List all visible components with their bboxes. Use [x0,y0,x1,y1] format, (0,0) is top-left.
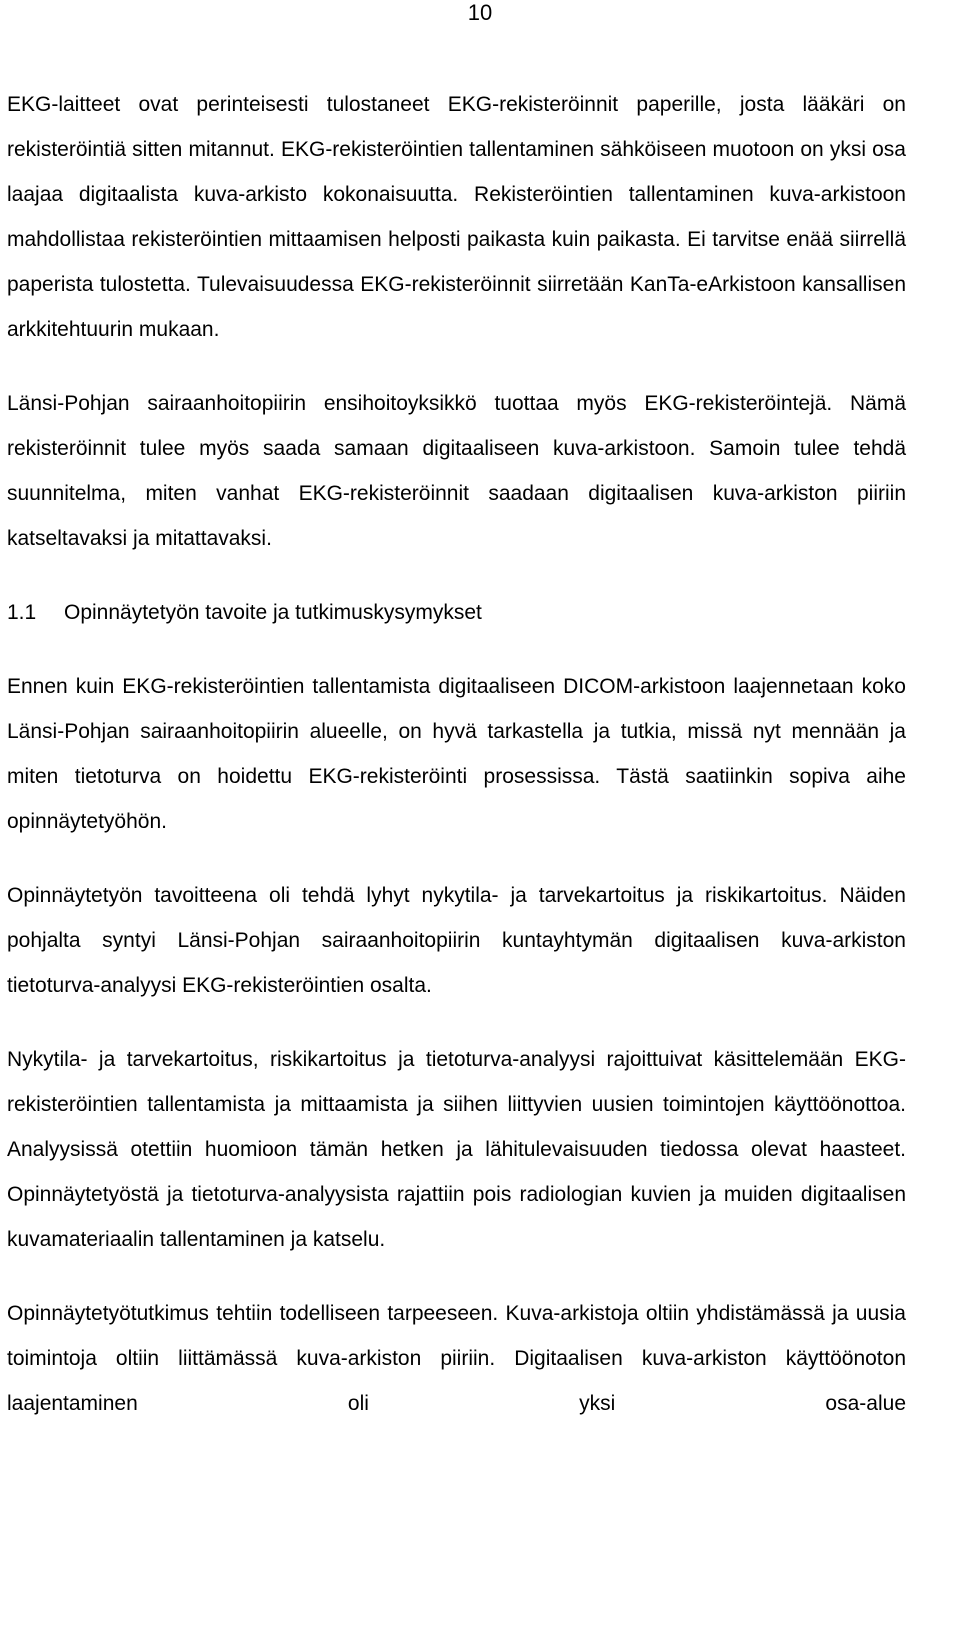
paragraph-gap [7,1262,906,1291]
paragraph-ekg-intro: EKG-laitteet ovat perinteisesti tulostaneet EKG-rekisteröinnit paperille, josta lääkäri on rekisteröintiä sitten mitannut. EKG-rekisteröintien tallentaminen sähköiseen muotoon on yksi osa laajaa digitaalista kuva-arkisto kokonaisuutta. Rekisteröintien tallentaminen kuva-arkistoon mahdollistaa rekisteröintien mittaamisen helposti paikasta kuin paikasta. Ei tarvitse enää siirrellä paperista tulostetta. Tulevaisuudessa EKG-rekisteröinnit siirretään KanTa-eArkistoon kansallisen arkkitehtuurin mukaan. [7,93,906,341]
page-number: 10 [467,0,493,25]
page-content [7,82,906,1426]
paragraph-gap [7,352,906,381]
section-number: 1.1 [7,601,37,624]
paragraph-gap [7,844,906,873]
section-heading [7,590,906,635]
paragraph-ennen-kuin: Ennen kuin EKG-rekisteröintien tallentamista digitaaliseen DICOM-arkistoon laajennetaan koko Länsi-Pohjan sairaanhoitopiirin alueelle, on hyvä tarkastella ja tutkia, missä nyt mennään ja miten tietoturva on hoidettu EKG-rekisteröinti prosessissa. Tästä saatiinkin sopiva aihe opinnäytetyöhön. [7,675,906,833]
paragraph-gap [7,1008,906,1037]
paragraph-tutkimus: Opinnäytetyötutkimus tehtiin todelliseen tarpeeseen. Kuva-arkistoja oltiin yhdistämässä ja uusia toimintoja oltiin liittämässä kuva-arkiston piiriin. Digitaalisen kuva-arkiston käyttöönoton laajentaminen oli yksi osa-alue [7,1302,906,1415]
paragraph-gap [7,635,906,664]
paragraph-tavoite: Opinnäytetyön tavoitteena oli tehdä lyhyt nykytila- ja tarvekartoitus ja riskikartoitus. Näiden pohjalta syntyi Länsi-Pohjan sairaanhoitopiirin kuntayhtymän digitaalisen kuva-arkiston tietoturva-analyysi EKG-rekisteröintien osalta. [7,884,906,997]
paragraph-rajaus: Nykytila- ja tarvekartoitus, riskikartoitus ja tietoturva-analyysi rajoittuivat käsittelemään EKG-rekisteröintien tallentamista ja mittaamista ja siihen liittyvien uusien toimintojen käyttöönottoa. Analyysissä otettiin huomioon tämän hetken ja lähitulevaisuuden tiedossa olevat haasteet. Opinnäytetyöstä ja tietoturva-analyysista rajattiin pois radiologian kuvien ja muiden digitaalisen kuvamateriaalin tallentaminen ja katselu. [7,1048,906,1251]
paragraph-gap [7,561,906,590]
paragraph-ensihoito: Länsi-Pohjan sairaanhoitopiirin ensihoitoyksikkö tuottaa myös EKG-rekisteröintejä. Nämä rekisteröinnit tulee myös saada samaan digitaaliseen kuva-arkistoon. Samoin tulee tehdä suunnitelma, miten vanhat EKG-rekisteröinnit saadaan digitaalisen kuva-arkiston piiriin katseltavaksi ja mitattavaksi. [7,392,906,550]
section-title: Opinnäytetyön tavoite ja tutkimuskysymykset [64,601,482,624]
